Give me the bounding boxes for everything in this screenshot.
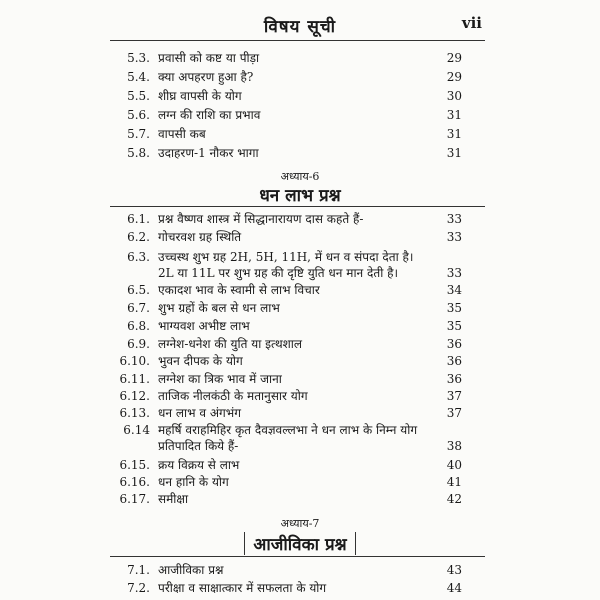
entry-page: 43: [446, 563, 462, 577]
toc-entry: [0, 404, 600, 422]
toc-entry: [0, 106, 600, 124]
toc-entry: [0, 370, 600, 388]
chapter-7-title: आजीविका प्रश्न: [244, 532, 355, 555]
entry-number: 6.5.: [127, 283, 150, 297]
chapter-6-title: धन लाभ प्रश्न: [259, 186, 341, 206]
entry-title: परीक्षा व साक्षात्कार में सफलता के योग: [158, 581, 327, 595]
toc-entry: [0, 125, 600, 143]
entry-page: 31: [446, 146, 462, 160]
entry-page: 37: [446, 406, 462, 420]
chapter-6-rule: [110, 206, 485, 207]
entry-number: 6.14: [123, 423, 150, 437]
entry-page: 35: [446, 319, 462, 333]
entry-title: शुभ ग्रहों के बल से धन लाभ: [158, 301, 280, 315]
toc-entry: [0, 317, 600, 335]
entry-title: भुवन दीपक के योग: [158, 354, 243, 368]
entry-title: एकादश भाव के स्वामी से लाभ विचार: [158, 283, 320, 297]
entry-page: 37: [446, 389, 462, 403]
entry-page: 36: [446, 372, 462, 386]
toc-entry: [0, 579, 600, 597]
entry-page: 38: [446, 439, 462, 453]
entry-page: 41: [446, 475, 462, 489]
toc-entry: [0, 281, 600, 299]
chapter-7-rule: [110, 556, 485, 557]
toc-entry: [0, 228, 600, 246]
page-title: विषय सूची: [263, 17, 337, 37]
entry-number: 6.8.: [127, 319, 150, 333]
toc-entry: [0, 210, 600, 228]
entry-title: गोचरवश ग्रह स्थिति: [158, 230, 242, 244]
entry-title: वापसी कब: [158, 127, 206, 141]
toc-entry: [0, 387, 600, 405]
entry-title: लग्नेश का त्रिक भाव में जाना: [158, 372, 282, 386]
page-header: [0, 14, 600, 42]
entry-title: लग्न की राशि का प्रभाव: [158, 108, 261, 122]
toc-entry: [0, 561, 600, 579]
entry-number: 6.7.: [127, 301, 150, 315]
entry-number: 6.3.: [127, 250, 150, 264]
entry-number: 5.5.: [127, 89, 150, 103]
entry-number: 6.9.: [127, 337, 150, 351]
entry-title: शीघ्र वापसी के योग: [158, 89, 242, 103]
toc-entry: [0, 352, 600, 370]
entry-page: 36: [446, 337, 462, 351]
entry-page: 34: [446, 283, 462, 297]
toc-entry: [0, 299, 600, 317]
toc-entry-continued: [0, 264, 600, 282]
entry-title: लग्नेश-धनेश की युति या इत्थशाल: [158, 337, 303, 351]
entry-page: 30: [446, 89, 462, 103]
entry-title: समीक्षा: [158, 492, 189, 506]
toc-entry: [0, 473, 600, 491]
entry-page: 31: [446, 108, 462, 122]
entry-page: 33: [446, 212, 462, 226]
entry-number: 6.16.: [119, 475, 150, 489]
header-rule: [110, 40, 485, 41]
entry-number: 5.3.: [127, 51, 150, 65]
toc-entry: [0, 68, 600, 86]
entry-number: 5.8.: [127, 146, 150, 160]
entry-page: 40: [446, 458, 462, 472]
entry-page: 33: [446, 266, 462, 280]
entry-title: आजीविका प्रश्न: [158, 563, 224, 577]
entry-title: महर्षि वराहमिहिर कृत दैवज्ञवल्लभा ने धन लाभ के निम्न योग: [158, 423, 418, 437]
entry-number: 6.15.: [119, 458, 150, 472]
entry-page: 31: [446, 127, 462, 141]
entry-page: 44: [446, 581, 462, 595]
toc-entry: [0, 335, 600, 353]
toc-entry: [0, 87, 600, 105]
entry-title: उदाहरण-1 नौकर भागा: [158, 146, 259, 160]
toc-entry: [0, 49, 600, 67]
entry-page: 36: [446, 354, 462, 368]
entry-title: क्रय विक्रय से लाभ: [158, 458, 240, 472]
entry-title: प्रवासी को कष्ट या पीड़ा: [158, 51, 260, 65]
entry-title: प्रश्न वैष्णव शास्त्र में सिद्धानारायण दास कहते हैं-: [158, 212, 364, 226]
entry-page: 42: [446, 492, 462, 506]
entry-title: प्रतिपादित किये हैं-: [158, 439, 239, 453]
entry-number: 6.17.: [119, 492, 150, 506]
entry-number: 7.2.: [127, 581, 150, 595]
entry-page: 35: [446, 301, 462, 315]
entry-number: 6.10.: [119, 354, 150, 368]
entry-number: 5.6.: [127, 108, 150, 122]
page-number: vii: [461, 14, 482, 32]
entry-title: क्या अपहरण हुआ है?: [158, 70, 254, 84]
entry-number: 5.7.: [127, 127, 150, 141]
entry-title: उच्चस्थ शुभ ग्रह 2H, 5H, 11H, में धन व संपदा देता है।: [158, 250, 414, 264]
entry-page: 29: [446, 51, 462, 65]
entry-title: 2L या 11L पर शुभ ग्रह की दृष्टि युति धन मान देती है।: [158, 266, 399, 280]
chapter-7-title-wrap: [0, 532, 600, 555]
entry-page: 29: [446, 70, 462, 84]
entry-page: 33: [446, 230, 462, 244]
toc-entry: [0, 456, 600, 474]
entry-title: ताजिक नीलकंठी के मतानुसार योग: [158, 389, 308, 403]
entry-number: 6.11.: [119, 372, 150, 386]
entry-number: 6.1.: [127, 212, 150, 226]
entry-number: 6.13.: [119, 406, 150, 420]
toc-entry: [0, 144, 600, 162]
toc-entry-continued: [0, 437, 600, 455]
toc-entry: [0, 490, 600, 508]
entry-number: 5.4.: [127, 70, 150, 84]
entry-number: 6.12.: [119, 389, 150, 403]
entry-title: धन हानि के योग: [158, 475, 229, 489]
chapter-6-label: अध्याय-6: [280, 170, 320, 183]
chapter-7-label: अध्याय-7: [280, 517, 320, 530]
entry-title: भाग्यवश अभीष्ट लाभ: [158, 319, 250, 333]
entry-number: 7.1.: [127, 563, 150, 577]
entry-title: धन लाभ व अंगभंग: [158, 406, 241, 420]
entry-number: 6.2.: [127, 230, 150, 244]
